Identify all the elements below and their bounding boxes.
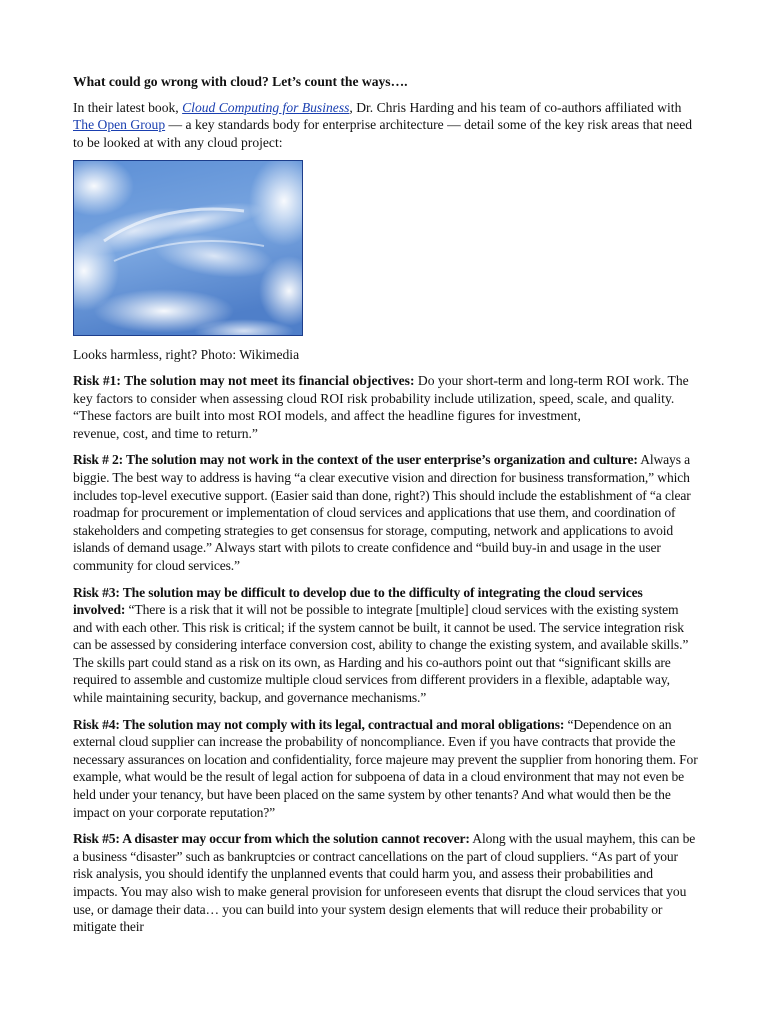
- risk-3-title: Risk #3: The solution may be difficult to develop due to the difficulty of integrating the cloud services involved:: [73, 584, 643, 618]
- intro-paragraph: [73, 99, 698, 152]
- risk-4-paragraph: [73, 716, 698, 822]
- risk-1-paragraph: [73, 372, 698, 442]
- risk-2-body: Always a biggie. The best way to address is having “a clear executive vision and direction for business transformation,” which includes top-level executive support. (Easier said than done, right?) This should include the establishment of “a clear roadmap for procurement or implementation of cloud services and applications that use them, and coordination of stakeholders and competing strategies to get consensus for storage, computing, network and applications to avoid islands of demand usage.” Always start with pilots to create confidence and “build buy-in and usage in the user community for cloud services.”: [73, 452, 691, 573]
- book-link[interactable]: Cloud Computing for Business: [182, 99, 350, 115]
- intro-text-1: In their latest book,: [73, 99, 183, 115]
- risk-3-body: “There is a risk that it will not be possible to integrate [multiple] cloud services with the existing system and with each other. This risk is critical; if the system cannot be built, it cannot be used. The service integration risk can be assessed by considering interface conversion cost, ability to change the existing system, and available skills.” The skills part could stand as a risk on its own, as Harding and his co-authors point out that “significant skills are required to assemble and customize multiple cloud services from different providers in a flexible, adaptable way, while maintaining security, backup, and governance mechanisms.”: [73, 602, 689, 706]
- risk-1-body-end: revenue, cost, and time to return.”: [73, 425, 258, 441]
- risk-1-title: Risk #1: The solution may not meet its financial objectives:: [73, 372, 415, 388]
- risk-4-title: Risk #4: The solution may not comply with its legal, contractual and moral obligations:: [73, 716, 565, 732]
- intro-text-2: , Dr. Chris Harding and his team of co-authors affiliated with: [349, 99, 682, 115]
- cloud-photo: [73, 160, 303, 336]
- article: [73, 73, 698, 945]
- intro-text-3: — a key standards body for enterprise architecture — detail some of the key risk areas that need to be looked at with any cloud project:: [73, 117, 693, 150]
- article-heading: What could go wrong with cloud? Let’s count the ways….: [73, 74, 408, 89]
- risk-2-title: Risk # 2: The solution may not work in the context of the user enterprise’s organization and culture:: [73, 452, 638, 468]
- risk-5-title: Risk #5: A disaster may occur from which the solution cannot recover:: [73, 831, 470, 847]
- risk-3-paragraph: [73, 584, 698, 707]
- risk-1-body: Do your short-term and long-term ROI work. The key factors to consider when assessing cloud ROI risk probability include utilization, speed, scale, and quality. “These factors are built into most ROI models, and affect the headline figures for investment,: [73, 372, 689, 424]
- risk-4-body: “Dependence on an external cloud supplier can increase the probability of noncompliance. Even if you have contracts that provide the necessary assurances on location and confidentiality, force majeure may prevent the supplier from honoring them. For example, what would be the result of legal action for subpoena of data in a cloud environment that may not even be held under your tenancy, but have been placed on the same system by other tenants? And what would then be the impact on your corporate reputation?”: [73, 716, 698, 820]
- photo-caption: Looks harmless, right? Photo: Wikimedia: [73, 347, 300, 363]
- risk-2-paragraph: [73, 451, 698, 574]
- risk-5-body: Along with the usual mayhem, this can be a business “disaster” such as bankruptcies or contract cancellations on the part of cloud suppliers. “As part of your risk analysis, you should identify the unplanned events that could harm you, and assess their probabilities and impacts. You may also wish to make general provision for unforeseen events that disrupt the cloud services that you use, or damage their data… you can build into your system design elements that will reduce their probability or mitigate their: [73, 831, 696, 935]
- risk-5-paragraph: [73, 830, 698, 936]
- open-group-link[interactable]: The Open Group: [73, 117, 166, 133]
